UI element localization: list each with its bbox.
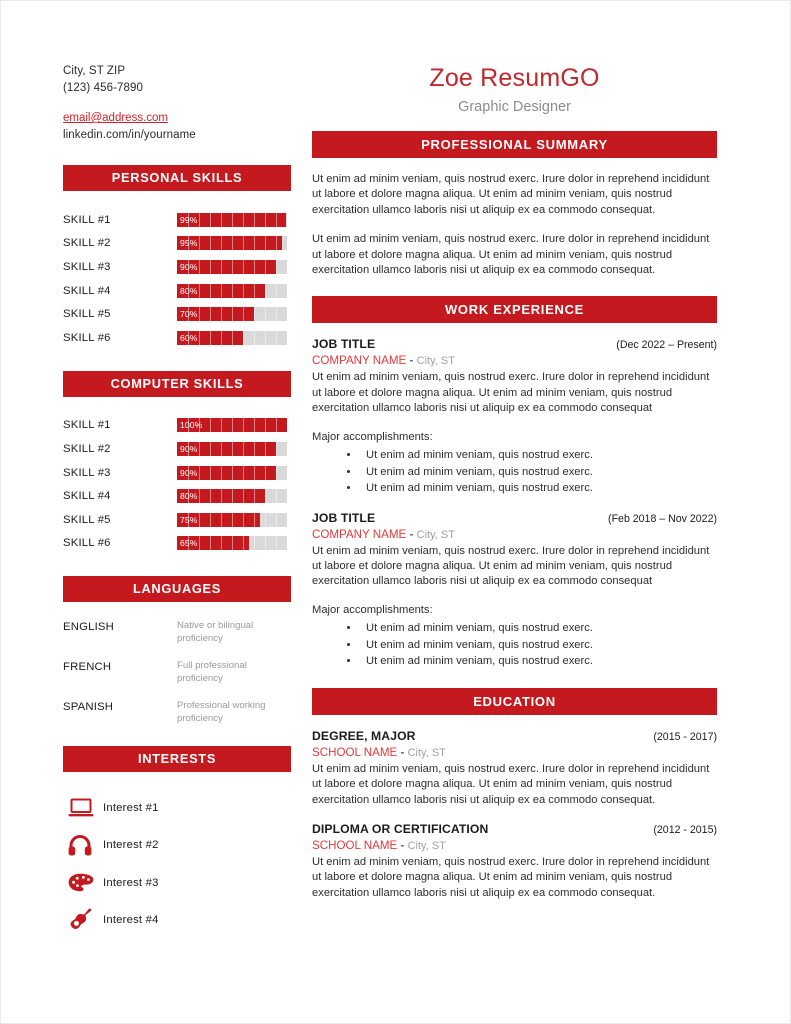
- skill-label: SKILL #2: [63, 237, 111, 250]
- skill-label: SKILL #6: [63, 331, 111, 344]
- skill-bar-segment-divider: [265, 213, 266, 227]
- skill-bar-segment-divider: [221, 307, 222, 321]
- skill-bar-track: [177, 513, 287, 527]
- accomplishments-list: [312, 620, 717, 670]
- skill-bar-segment-divider: [265, 284, 266, 298]
- skill-bar-segment-divider: [254, 536, 255, 550]
- skill-bar-segment-divider: [210, 489, 211, 503]
- skill-bar-segment-divider: [199, 331, 200, 345]
- interests-list: [63, 789, 291, 939]
- skill-bar-segment-divider: [221, 213, 222, 227]
- skill-bar-segment-divider: [221, 513, 222, 527]
- school-name: SCHOOL NAME: [312, 838, 398, 852]
- job-title: JOB TITLE: [312, 337, 376, 352]
- section-header-interests: INTERESTS: [63, 746, 291, 772]
- headphones-icon: [63, 834, 103, 856]
- skill-bar-segment-divider: [210, 331, 211, 345]
- job-title: JOB TITLE: [312, 510, 376, 525]
- education-entry-header: [312, 729, 717, 743]
- skill-bar-segment-divider: [243, 284, 244, 298]
- skill-bar-segment-divider: [276, 260, 277, 274]
- education-entries: [312, 729, 717, 901]
- skill-percent-label: 80%: [180, 285, 198, 296]
- skill-bar-segment-divider: [243, 442, 244, 456]
- skill-percent-label: 95%: [180, 238, 198, 249]
- main-content: [312, 63, 717, 901]
- skill-bar-segment-divider: [221, 260, 222, 274]
- skill-bar-segment-divider: [199, 236, 200, 250]
- language-row: [63, 659, 291, 685]
- skill-bar-segment-divider: [199, 466, 200, 480]
- skill-bar-segment-divider: [243, 536, 244, 550]
- skill-percent-label: 99%: [180, 214, 198, 225]
- school-line: [312, 838, 717, 854]
- skill-row: [63, 208, 291, 232]
- work-entry: [312, 337, 717, 496]
- palette-icon: [63, 873, 103, 893]
- skill-bar-segment-divider: [210, 466, 211, 480]
- school-location: City, ST: [407, 839, 446, 852]
- skill-bar-segment-divider: [232, 489, 233, 503]
- skill-bar-segment-divider: [210, 418, 211, 432]
- skill-bar-segment-divider: [243, 307, 244, 321]
- skill-bar-segment-divider: [199, 213, 200, 227]
- skill-label: SKILL #4: [63, 284, 111, 297]
- skill-label: SKILL #1: [63, 419, 111, 432]
- skill-bar-segment-divider: [254, 260, 255, 274]
- skill-bar-segment-divider: [265, 489, 266, 503]
- school-separator: -: [400, 838, 405, 852]
- skill-bar-track: [177, 418, 287, 432]
- skill-label: SKILL #5: [63, 308, 111, 321]
- skill-bar-segment-divider: [276, 418, 277, 432]
- education-description: Ut enim ad minim veniam, quis nostrud exerc. Irure dolor in reprehend incididunt ut labore et dolore magna aliqua. Ut enim ad minim veniam, quis nostrud exercitation ullamco laboris nisi ut aliquip ex ea commodo consequat.: [312, 762, 710, 806]
- skill-bar-segment-divider: [221, 466, 222, 480]
- interest-label: Interest #2: [103, 839, 159, 852]
- skill-bar-segment-divider: [276, 489, 277, 503]
- skill-row: [63, 484, 291, 508]
- skill-bar-segment-divider: [243, 513, 244, 527]
- skill-bar-segment-divider: [199, 307, 200, 321]
- skill-bar-segment-divider: [276, 466, 277, 480]
- skill-percent-label: 90%: [180, 443, 198, 454]
- skill-bar-segment-divider: [232, 236, 233, 250]
- skill-bar-segment-divider: [265, 331, 266, 345]
- degree-title: DIPLOMA OR CERTIFICATION: [312, 821, 489, 836]
- sidebar: [63, 63, 291, 939]
- skill-bar-segment-divider: [232, 418, 233, 432]
- skill-percent-label: 80%: [180, 491, 198, 502]
- summary-paragraph: Ut enim ad minim veniam, quis nostrud exerc. Irure dolor in reprehend incididunt ut labore et dolore magna aliqua. Ut enim ad minim veniam, quis nostrud exercitation ullamco laboris nisi ut aliquip ex ea commodo consequat.: [312, 233, 710, 277]
- skill-bar-segment-divider: [276, 213, 277, 227]
- education-date-range: (2015 - 2017): [653, 730, 717, 743]
- skill-bar-segment-divider: [265, 307, 266, 321]
- work-entry-header: [312, 337, 717, 351]
- skill-bar-segment-divider: [210, 536, 211, 550]
- skill-percent-label: 65%: [180, 538, 198, 549]
- skill-row: [63, 532, 291, 556]
- section-header-professional-summary: PROFESSIONAL SUMMARY: [312, 131, 717, 158]
- skill-bar-segment-divider: [243, 331, 244, 345]
- skill-bar-segment-divider: [199, 442, 200, 456]
- skill-bar-segment-divider: [254, 307, 255, 321]
- accomplishment-item: • Ut enim ad minim veniam, quis nostrud exerc.: [360, 637, 717, 654]
- interest-label: Interest #3: [103, 876, 159, 889]
- skill-bar-segment-divider: [210, 236, 211, 250]
- skill-bar-segment-divider: [221, 489, 222, 503]
- skill-bar-segment-divider: [232, 513, 233, 527]
- contact-email-row: [63, 108, 291, 127]
- work-entries: [312, 337, 717, 669]
- skill-bar-segment-divider: [232, 536, 233, 550]
- skill-bar-segment-divider: [243, 418, 244, 432]
- skill-label: SKILL #1: [63, 213, 111, 226]
- summary-paragraph: Ut enim ad minim veniam, quis nostrud exerc. Irure dolor in reprehend incididunt ut labore et dolore magna aliqua. Ut enim ad minim veniam, quis nostrud exercitation ullamco laboris nisi ut aliquip ex ea commodo consequat.: [312, 173, 710, 216]
- skill-bar-segment-divider: [232, 466, 233, 480]
- accomplishment-item: • Ut enim ad minim veniam, quis nostrud exerc.: [360, 653, 717, 670]
- skill-row: [63, 326, 291, 350]
- job-description: Ut enim ad minim veniam, quis nostrud exerc. Irure dolor in reprehend incididunt ut labore et dolore magna aliqua. Ut enim ad minim veniam, quis nostrud exercitation ullamco laboris nisi ut aliquip ex ea commodo consequat: [312, 544, 710, 588]
- skill-bar-segment-divider: [254, 442, 255, 456]
- skill-label: SKILL #5: [63, 513, 111, 526]
- skill-row: [63, 414, 291, 438]
- skill-percent-label: 90%: [180, 261, 198, 272]
- education-description: Ut enim ad minim veniam, quis nostrud exerc. Irure dolor in reprehend incididunt ut labore et dolore magna aliqua. Ut enim ad minim veniam, quis nostrud exercitation ullamco laboris nisi ut aliquip ex ea commodo consequat.: [312, 855, 710, 899]
- skill-bar-track: [177, 213, 287, 227]
- skill-bar-segment-divider: [199, 489, 200, 503]
- skill-bar-segment-divider: [210, 307, 211, 321]
- skill-bar-segment-divider: [210, 260, 211, 274]
- summary-body: [312, 172, 717, 278]
- skill-row: [63, 437, 291, 461]
- section-header-education: EDUCATION: [312, 688, 717, 715]
- skill-bar-track: [177, 236, 287, 250]
- skill-bar-track: [177, 536, 287, 550]
- skill-percent-label: 70%: [180, 309, 198, 320]
- skill-bar-segment-divider: [199, 513, 200, 527]
- skill-label: SKILL #3: [63, 260, 111, 273]
- company-name: COMPANY NAME: [312, 527, 407, 541]
- skill-bar-segment-divider: [254, 513, 255, 527]
- skill-bar-segment-divider: [276, 284, 277, 298]
- skill-bar-segment-divider: [276, 536, 277, 550]
- skill-row: [63, 255, 291, 279]
- skill-bar-segment-divider: [243, 213, 244, 227]
- skill-label: SKILL #4: [63, 490, 111, 503]
- job-description: Ut enim ad minim veniam, quis nostrud exerc. Irure dolor in reprehend incididunt ut labore et dolore magna aliqua. Ut enim ad minim veniam, quis nostrud exercitation ullamco laboris nisi ut aliquip ex ea commodo consequat: [312, 371, 710, 415]
- skill-bar-segment-divider: [276, 331, 277, 345]
- skill-row: [63, 508, 291, 532]
- section-header-computer-skills: COMPUTER SKILLS: [63, 371, 291, 397]
- skill-bar-track: [177, 331, 287, 345]
- job-role-subtitle: Graphic Designer: [458, 99, 571, 115]
- skill-percent-label: 100%: [180, 420, 203, 431]
- skill-bar-segment-divider: [243, 489, 244, 503]
- language-name: ENGLISH: [63, 621, 114, 634]
- skill-bar-segment-divider: [265, 466, 266, 480]
- skill-bar-track: [177, 307, 287, 321]
- language-proficiency: Full professional proficiency: [177, 660, 247, 685]
- section-header-languages: LANGUAGES: [63, 576, 291, 602]
- skill-bar-segment-divider: [243, 466, 244, 480]
- interest-label: Interest #4: [103, 914, 159, 927]
- education-date-range: (2012 - 2015): [653, 823, 717, 836]
- skill-bar-segment-divider: [232, 213, 233, 227]
- school-line: [312, 745, 717, 761]
- contact-phone: (123) 456-7890: [63, 82, 144, 94]
- skill-bar-track: [177, 489, 287, 503]
- accomplishment-item: • Ut enim ad minim veniam, quis nostrud exerc.: [360, 620, 717, 637]
- personal-skills-list: [63, 208, 291, 350]
- skill-bar-track: [177, 260, 287, 274]
- language-name: FRENCH: [63, 661, 112, 674]
- skill-bar-segment-divider: [254, 284, 255, 298]
- skill-percent-label: 90%: [180, 467, 198, 478]
- skill-bar-segment-divider: [199, 536, 200, 550]
- skill-bar-segment-divider: [221, 236, 222, 250]
- contact-linkedin[interactable]: linkedin.com/in/yourname: [63, 129, 196, 141]
- skill-label: SKILL #3: [63, 466, 111, 479]
- company-location: City, ST: [416, 355, 455, 368]
- skill-bar-segment-divider: [243, 260, 244, 274]
- education-entry: [312, 822, 717, 901]
- skill-bar-track: [177, 466, 287, 480]
- accomplishments-label: Major accomplishments:: [312, 430, 433, 443]
- accomplishments-label: Major accomplishments:: [312, 603, 433, 616]
- school-location: City, ST: [407, 746, 446, 759]
- job-date-range: (Feb 2018 – Nov 2022): [608, 512, 717, 525]
- accomplishments-list: [312, 447, 717, 497]
- languages-list: [63, 619, 291, 725]
- skill-percent-label: 75%: [180, 514, 198, 525]
- accomplishment-item: • Ut enim ad minim veniam, quis nostrud exerc.: [360, 447, 717, 464]
- skill-bar-segment-divider: [210, 284, 211, 298]
- skill-bar-segment-divider: [254, 213, 255, 227]
- interest-row: [63, 827, 291, 865]
- company-name: COMPANY NAME: [312, 354, 407, 368]
- contact-spacer: [63, 97, 291, 108]
- language-proficiency: Professional working proficiency: [177, 700, 266, 725]
- guitar-icon: [63, 908, 103, 932]
- skill-bar-segment-divider: [265, 513, 266, 527]
- language-name: SPANISH: [63, 701, 114, 714]
- skill-bar-segment-divider: [221, 536, 222, 550]
- section-header-personal-skills: PERSONAL SKILLS: [63, 165, 291, 191]
- laptop-icon: [63, 798, 103, 818]
- company-line: [312, 527, 717, 543]
- skill-bar-segment-divider: [232, 260, 233, 274]
- skill-bar-segment-divider: [254, 331, 255, 345]
- interest-row: [63, 864, 291, 902]
- computer-skills-list: [63, 414, 291, 556]
- skill-bar-segment-divider: [254, 236, 255, 250]
- skill-bar-segment-divider: [199, 284, 200, 298]
- skill-bar-segment-divider: [232, 442, 233, 456]
- contact-address: City, ST ZIP: [63, 65, 126, 77]
- skill-bar-segment-divider: [232, 307, 233, 321]
- skill-bar-segment-divider: [254, 418, 255, 432]
- skill-bar-segment-divider: [265, 236, 266, 250]
- skill-bar-segment-divider: [276, 513, 277, 527]
- education-entry-header: [312, 822, 717, 836]
- skill-bar-segment-divider: [243, 236, 244, 250]
- contact-email-link[interactable]: email@address.com: [63, 112, 168, 124]
- company-location: City, ST: [416, 528, 455, 541]
- education-entry: [312, 729, 717, 808]
- skill-bar-segment-divider: [221, 284, 222, 298]
- skill-bar-segment-divider: [276, 307, 277, 321]
- company-line: [312, 353, 717, 369]
- skill-bar-segment-divider: [265, 260, 266, 274]
- language-row: [63, 699, 291, 725]
- skill-bar-segment-divider: [221, 418, 222, 432]
- skill-bar-segment-divider: [276, 236, 277, 250]
- degree-title: DEGREE, MAJOR: [312, 728, 416, 743]
- language-proficiency: Native or bilingual proficiency: [177, 620, 254, 645]
- work-entry: [312, 511, 717, 670]
- skill-bar-segment-divider: [254, 489, 255, 503]
- skill-row: [63, 302, 291, 326]
- skill-bar-segment-divider: [221, 331, 222, 345]
- language-row: [63, 619, 291, 645]
- skill-bar-segment-divider: [232, 284, 233, 298]
- skill-row: [63, 232, 291, 256]
- skill-bar-segment-divider: [210, 213, 211, 227]
- school-separator: -: [400, 745, 405, 759]
- skill-label: SKILL #2: [63, 442, 111, 455]
- skill-bar-segment-divider: [265, 536, 266, 550]
- skill-bar-segment-divider: [265, 442, 266, 456]
- skill-bar-segment-divider: [210, 513, 211, 527]
- interest-row: [63, 789, 291, 827]
- skill-row: [63, 279, 291, 303]
- section-header-work-experience: WORK EXPERIENCE: [312, 296, 717, 323]
- company-separator: -: [409, 527, 414, 541]
- work-entry-header: [312, 511, 717, 525]
- interest-label: Interest #1: [103, 801, 159, 814]
- skill-percent-label: 60%: [180, 332, 198, 343]
- skill-label: SKILL #6: [63, 537, 111, 550]
- company-separator: -: [409, 354, 414, 368]
- skill-bar-segment-divider: [265, 418, 266, 432]
- skill-bar-segment-divider: [254, 466, 255, 480]
- skill-bar-segment-divider: [210, 442, 211, 456]
- skill-bar-segment-divider: [276, 442, 277, 456]
- accomplishment-item: • Ut enim ad minim veniam, quis nostrud exerc.: [360, 464, 717, 481]
- skill-row: [63, 461, 291, 485]
- school-name: SCHOOL NAME: [312, 745, 398, 759]
- page-title: Zoe ResumGO: [429, 64, 600, 92]
- job-date-range: (Dec 2022 – Present): [616, 339, 717, 352]
- interest-row: [63, 902, 291, 940]
- skill-bar-segment-divider: [221, 442, 222, 456]
- skill-bar-segment-divider: [199, 260, 200, 274]
- skill-bar-segment-divider: [232, 331, 233, 345]
- skill-bar-track: [177, 284, 287, 298]
- skill-bar-track: [177, 442, 287, 456]
- accomplishment-item: • Ut enim ad minim veniam, quis nostrud exerc.: [360, 480, 717, 497]
